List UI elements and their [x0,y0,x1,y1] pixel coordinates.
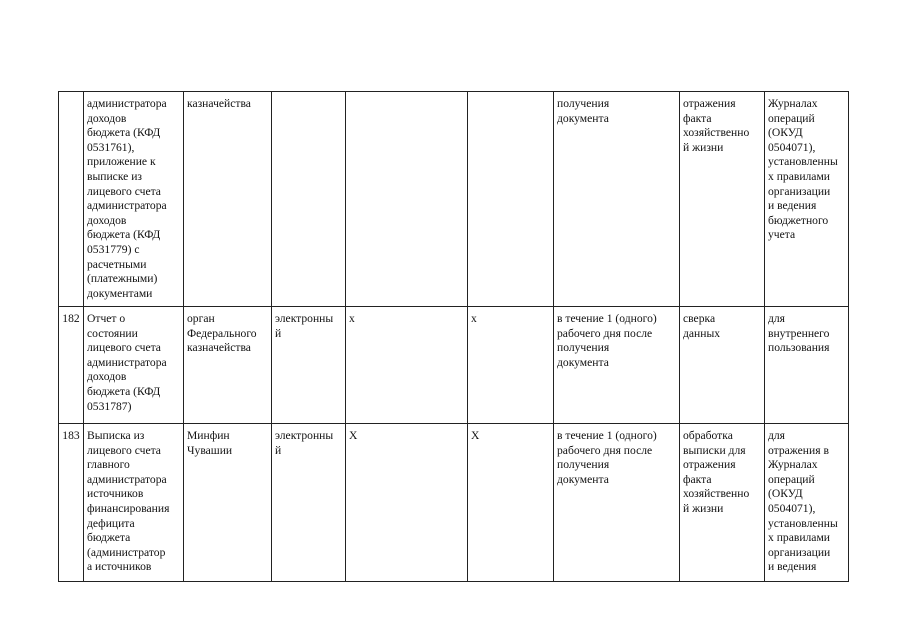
purpose-cell: Журналах операций (ОКУД 0504071), установленны х правилами организации и ведения бюджетного учета [765,92,849,307]
document-name-cell: Выписка из лицевого счета главного администратора источников финансирования дефицита бюджета (администратор а источников [84,424,184,582]
action-cell: отражения факта хозяйственно й жизни [680,92,765,307]
purpose-cell: для внутреннего пользования [765,307,849,424]
column-6-cell [468,92,554,307]
term-cell: в течение 1 (одного) рабочего дня после получения документа [554,424,680,582]
action-cell: сверка данных [680,307,765,424]
column-6-cell: x [468,307,554,424]
source-cell: орган Федерального казначейства [184,307,272,424]
row-number: 183 [59,424,84,582]
document-name-cell: Отчет о состоянии лицевого счета администратора доходов бюджета (КФД 0531787) [84,307,184,424]
term-cell: в течение 1 (одного) рабочего дня после получения документа [554,307,680,424]
source-cell: казначейства [184,92,272,307]
term-cell: получения документа [554,92,680,307]
table-row [59,307,849,424]
document-name-cell: администратора доходов бюджета (КФД 0531761), приложение к выписке из лицевого счета администратора доходов бюджета (КФД 0531779) с расчетными (платежными) документами [84,92,184,307]
form-cell: электронны й [272,307,346,424]
action-cell: обработка выписки для отражения факта хозяйственно й жизни [680,424,765,582]
column-6-cell: X [468,424,554,582]
table-row [59,92,849,307]
purpose-cell: для отражения в Журналах операций (ОКУД 0504071), установленны х правилами организации и ведения [765,424,849,582]
register-table [58,91,849,582]
column-5-cell [346,92,468,307]
table-row [59,424,849,582]
source-cell: Минфин Чувашии [184,424,272,582]
row-number: 182 [59,307,84,424]
form-cell [272,92,346,307]
column-5-cell: X [346,424,468,582]
column-5-cell: x [346,307,468,424]
form-cell: электронны й [272,424,346,582]
row-number [59,92,84,307]
